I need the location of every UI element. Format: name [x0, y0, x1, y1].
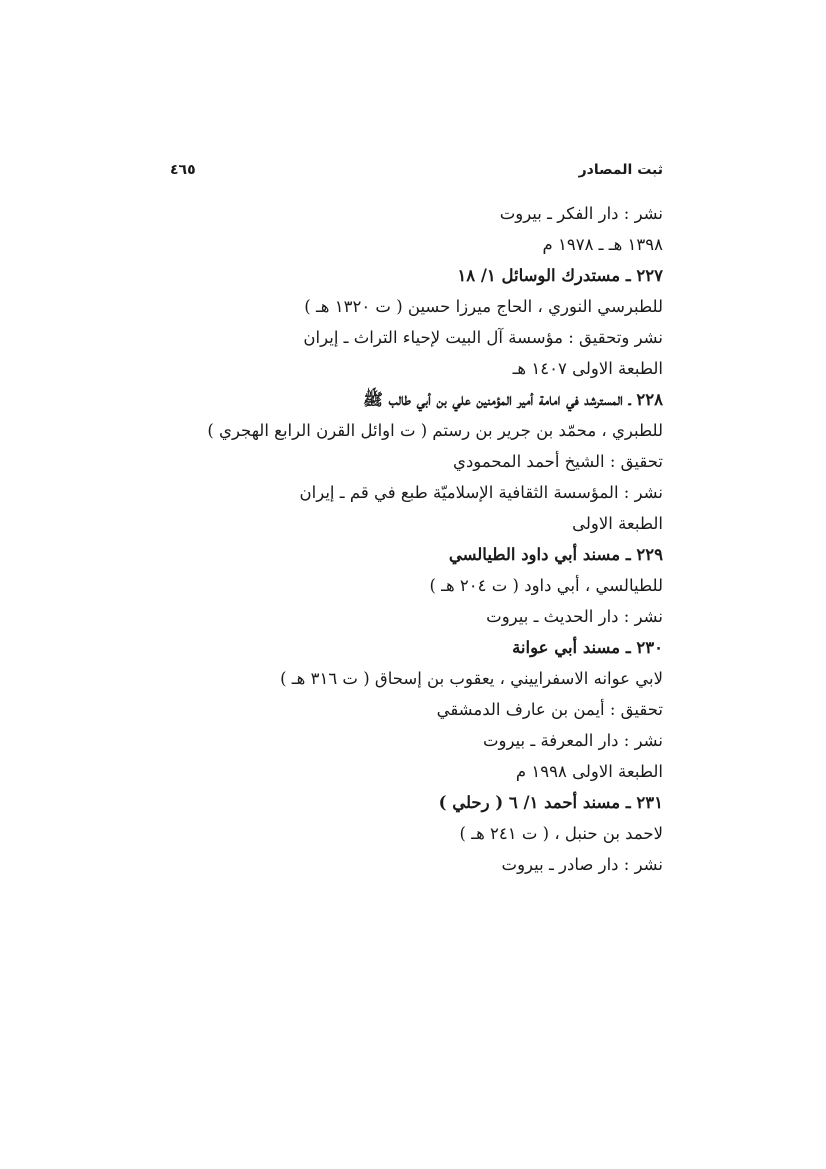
entry-detail-line: الطبعة الاولى ١٤٠٧ هـ	[512, 359, 663, 378]
entry-detail-line: نشر : دار الحديث ـ بيروت	[486, 607, 663, 626]
entry-detail-line: الطبعة الاولى	[572, 514, 663, 533]
running-header	[170, 158, 663, 182]
bibliography-list	[170, 198, 663, 880]
entry-detail-line: لاحمد بن حنبل ، ( ت ٢٤١ هـ )	[459, 824, 663, 843]
entry-heading: ٢٢٩ ـ مسند أبي داود الطيالسي	[448, 545, 663, 564]
entry-detail-line: نشر : المؤسسة الثقافية الإسلاميّة طبع في قم ـ إيران	[299, 483, 663, 502]
header-title: ثبت المصادر	[578, 162, 663, 178]
entry-detail-line: نشر : دار صادر ـ بيروت	[501, 855, 663, 874]
entry-detail-line: تحقيق : الشيخ أحمد المحمودي	[453, 452, 663, 471]
entry-detail-line: نشر : دار الفكر ـ بيروت	[499, 204, 663, 223]
entry-detail-line: نشر وتحقيق : مؤسسة آل البيت لإحياء التراث ـ إيران	[303, 328, 663, 347]
entry-detail-line: للطبرسي النوري ، الحاج ميرزا حسين ( ت ١٣٢٠ هـ )	[304, 297, 663, 316]
entry-detail-line: للطيالسي ، أبي داود ( ت ٢٠٤ هـ )	[429, 576, 663, 595]
entry-detail-line: للطبري ، محمّد بن جرير بن رستم ( ت اوائل القرن الرابع الهجري )	[207, 421, 663, 440]
entry-detail-line: تحقيق : أيمن بن عارف الدمشقي	[436, 700, 663, 719]
entry-heading: ٢٣١ ـ مسند أحمد ١/ ٦ ( رحلي )	[438, 793, 663, 812]
entry-detail-line: نشر : دار المعرفة ـ بيروت	[482, 731, 663, 750]
entry-heading: ٢٢٨ ـ المسترشد في امامة أمير المؤمنين علي بن أبي طالب ﷺ	[362, 390, 663, 409]
page-number: ٤٦٥	[170, 162, 196, 178]
entry-detail-line: الطبعة الاولى ١٩٩٨ م	[515, 762, 663, 781]
entry-detail-line: لابي عوانه الاسفراييني ، يعقوب بن إسحاق ( ت ٣١٦ هـ )	[280, 669, 663, 688]
entry-heading: ٢٢٧ ـ مستدرك الوسائل ١/ ١٨	[457, 266, 663, 285]
entry-heading: ٢٣٠ ـ مسند أبي عوانة	[512, 638, 663, 657]
entry-detail-line: ١٣٩٨ هـ ـ ١٩٧٨ م	[542, 235, 663, 254]
